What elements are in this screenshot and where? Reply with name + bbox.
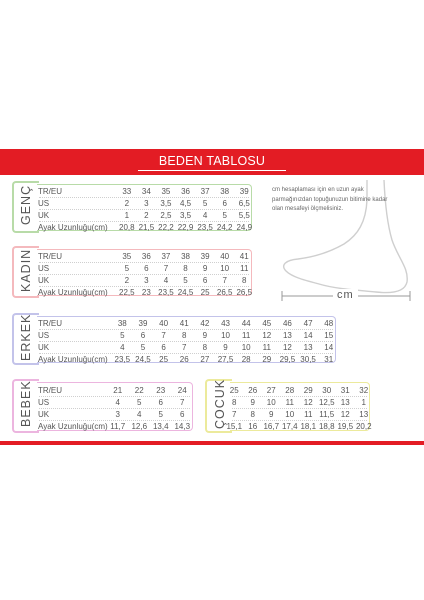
page-title: BEDEN TABLOSU <box>158 154 266 168</box>
table-cell: 5 <box>183 276 188 285</box>
table-cell: 3,5 <box>160 199 172 208</box>
table-row <box>37 251 251 262</box>
table-cell: 14,3 <box>174 422 191 431</box>
table-cell: 16 <box>248 422 258 431</box>
table-cell: 22,2 <box>158 223 174 232</box>
table-cell: 20,8 <box>119 223 135 232</box>
table-cell: 41 <box>179 319 189 328</box>
row-label: Ayak Uzunluğu(cm) <box>38 223 108 232</box>
table-cell: 8 <box>182 331 187 340</box>
table-row <box>37 186 251 197</box>
row-label: UK <box>38 211 50 220</box>
row-label: US <box>38 331 50 340</box>
table-cell: 8 <box>250 410 255 419</box>
row-label: UK <box>38 343 50 352</box>
table-cell: 40 <box>159 319 169 328</box>
row-divider <box>39 408 190 409</box>
table-cell: 10 <box>221 331 230 340</box>
table-cell: 8 <box>202 343 208 352</box>
cocuk-label: ÇOCUK <box>213 378 227 429</box>
row-divider <box>232 408 367 409</box>
table-cell: 22,9 <box>177 223 194 232</box>
table-cell: 21 <box>113 386 123 395</box>
table-cell: 14 <box>324 343 334 352</box>
kadin-table <box>37 249 252 296</box>
table-cell: 34 <box>141 187 151 196</box>
table-cell: 6 <box>202 276 208 285</box>
row-label: Ayak Uzunluğu(cm) <box>38 288 108 297</box>
table-cell: 6,5 <box>238 199 250 208</box>
table-row <box>37 385 192 396</box>
table-cell: 31 <box>324 355 334 364</box>
measurement-note: cm hesaplaması için en uzun ayak parmağınızdan topuğunuzun bitimine kadar olan mesafeyi ölçmelisiniz. <box>272 187 388 212</box>
table-cell: 47 <box>303 319 313 328</box>
title-banner <box>0 149 424 175</box>
table-cell: 11 <box>242 331 251 340</box>
table-cell: 6 <box>222 199 227 208</box>
table-cell: 39 <box>239 187 249 196</box>
genc-table <box>37 184 252 231</box>
row-label: UK <box>38 276 50 285</box>
table-cell: 5 <box>137 398 142 407</box>
table-cell: 30 <box>322 386 332 395</box>
table-cell: 11 <box>304 410 313 419</box>
table-cell: 24,5 <box>177 288 194 297</box>
table-cell: 28 <box>285 386 295 395</box>
table-row <box>37 330 335 341</box>
row-divider <box>232 420 367 421</box>
table-cell: 7 <box>232 410 237 419</box>
table-cell: 25 <box>200 288 210 297</box>
table-cell: 29,5 <box>279 355 296 364</box>
table-cell: 39 <box>200 252 210 261</box>
table-cell: 46 <box>282 319 292 328</box>
table-cell: 43 <box>221 319 230 328</box>
table-cell: 23,5 <box>158 288 174 297</box>
table-cell: 11,7 <box>110 422 126 431</box>
table-cell: 36 <box>141 252 151 261</box>
row-divider <box>39 221 249 222</box>
table-row <box>37 421 192 432</box>
table-cell: 12,5 <box>318 398 335 407</box>
cocuk-table <box>226 382 372 431</box>
table-cell: 33 <box>122 187 132 196</box>
title-underline <box>138 170 286 171</box>
table-row <box>230 397 369 408</box>
table-cell: 24,9 <box>236 223 253 232</box>
table-row <box>37 354 335 365</box>
table-cell: 23,5 <box>114 355 131 364</box>
row-label: US <box>38 398 50 407</box>
table-cell: 6 <box>180 410 185 419</box>
table-cell: 41 <box>239 252 249 261</box>
table-cell: 22,5 <box>119 288 135 297</box>
table-row <box>37 263 251 274</box>
size-table-erkek <box>12 313 337 365</box>
table-row <box>230 409 369 420</box>
table-cell: 32 <box>359 386 369 395</box>
table-cell: 13 <box>282 331 292 340</box>
table-cell: 8 <box>183 264 188 273</box>
measurement-unit-label: cm <box>333 289 358 301</box>
table-cell: 28 <box>241 355 251 364</box>
table-cell: 6 <box>158 398 163 407</box>
table-cell: 11 <box>240 264 249 273</box>
table-cell: 10 <box>285 410 295 419</box>
table-cell: 12,6 <box>131 422 148 431</box>
table-cell: 26,5 <box>236 288 253 297</box>
table-row <box>37 318 335 329</box>
table-cell: 24 <box>177 386 187 395</box>
row-divider <box>39 329 333 330</box>
kadin-tab <box>12 246 39 298</box>
table-cell: 40 <box>220 252 230 261</box>
table-cell: 6 <box>140 331 146 340</box>
table-cell: 38 <box>181 252 190 261</box>
table-cell: 39 <box>138 319 148 328</box>
table-cell: 13,4 <box>152 422 169 431</box>
table-cell: 27 <box>200 355 210 364</box>
table-cell: 12 <box>282 343 292 352</box>
row-label: US <box>38 264 50 273</box>
table-cell: 21,5 <box>138 223 155 232</box>
row-divider <box>39 396 190 397</box>
table-cell: 27 <box>266 386 276 395</box>
table-cell: 14 <box>303 331 313 340</box>
table-cell: 23,5 <box>197 223 213 232</box>
table-cell: 44 <box>241 319 251 328</box>
table-cell: 24,2 <box>216 223 233 232</box>
table-cell: 5 <box>202 199 208 208</box>
row-label: Ayak Uzunluğu(cm) <box>38 422 108 431</box>
row-divider <box>39 209 249 210</box>
row-divider <box>39 262 249 263</box>
table-cell: 38 <box>117 319 127 328</box>
size-table-kadin <box>12 246 252 298</box>
table-cell: 3,5 <box>179 211 192 220</box>
table-cell: 9 <box>269 410 274 419</box>
bebek-label: BEBEK <box>19 380 33 427</box>
table-cell: 5 <box>124 264 130 273</box>
table-cell: 5 <box>222 211 227 220</box>
table-cell: 2 <box>124 199 130 208</box>
table-cell: 10 <box>220 264 230 273</box>
table-cell: 12 <box>340 410 350 419</box>
table-cell: 3 <box>115 410 120 419</box>
row-label: TR/EU <box>38 187 62 196</box>
table-cell: 1 <box>361 398 366 407</box>
table-cell: 25 <box>229 386 239 395</box>
row-divider <box>39 286 249 287</box>
table-cell: 24,5 <box>135 355 151 364</box>
row-divider <box>39 274 249 275</box>
table-cell: 27,5 <box>217 355 234 364</box>
table-row <box>37 409 192 420</box>
table-cell: 13 <box>303 343 313 352</box>
row-divider <box>39 353 333 354</box>
table-cell: 9 <box>202 331 208 340</box>
table-cell: 25 <box>159 355 169 364</box>
table-cell: 5 <box>140 343 146 352</box>
table-cell: 18,1 <box>300 422 317 431</box>
table-cell: 23 <box>156 386 166 395</box>
table-cell: 38 <box>220 187 230 196</box>
table-cell: 15 <box>324 331 334 340</box>
table-cell: 4 <box>120 343 125 352</box>
table-cell: 26 <box>179 355 189 364</box>
erkek-table <box>37 316 336 363</box>
table-cell: 9 <box>250 398 255 407</box>
table-cell: 37 <box>161 252 171 261</box>
table-cell: 7 <box>222 276 227 285</box>
row-label: TR/EU <box>38 319 62 328</box>
kadin-label: KADIN <box>19 248 33 292</box>
table-cell: 12 <box>303 398 313 407</box>
table-cell: 7 <box>180 398 185 407</box>
table-row <box>226 421 372 432</box>
table-row <box>37 342 335 353</box>
table-cell: 42 <box>200 319 210 328</box>
row-divider <box>39 197 249 198</box>
table-cell: 29 <box>303 386 313 395</box>
table-cell: 31 <box>340 386 350 395</box>
table-cell: 4 <box>115 398 120 407</box>
row-divider <box>39 341 333 342</box>
table-row <box>37 397 192 408</box>
erkek-tab <box>12 313 39 365</box>
size-table-genc <box>12 181 252 233</box>
table-row <box>37 287 251 298</box>
table-cell: 19,5 <box>337 422 354 431</box>
table-cell: 11 <box>262 343 271 352</box>
table-cell: 2 <box>144 211 149 220</box>
table-cell: 7 <box>182 343 187 352</box>
table-row <box>37 198 251 209</box>
table-cell: 20,2 <box>355 422 372 431</box>
table-cell: 2,5 <box>160 211 172 220</box>
table-row <box>37 222 251 233</box>
genc-tab <box>12 181 39 233</box>
table-cell: 48 <box>324 319 334 328</box>
table-cell: 11,5 <box>319 410 335 419</box>
table-cell: 4 <box>163 276 169 285</box>
table-cell: 45 <box>262 319 272 328</box>
row-divider <box>39 420 190 421</box>
table-cell: 9 <box>223 343 228 352</box>
table-row <box>37 210 251 221</box>
table-cell: 8 <box>232 398 237 407</box>
table-cell: 6 <box>161 343 166 352</box>
table-cell: 10 <box>241 343 251 352</box>
table-cell: 3 <box>144 199 149 208</box>
table-cell: 35 <box>122 252 132 261</box>
table-cell: 4 <box>202 211 208 220</box>
bottom-divider <box>0 441 424 445</box>
table-cell: 36 <box>181 187 190 196</box>
row-label: US <box>38 199 50 208</box>
table-cell: 35 <box>161 187 171 196</box>
table-row <box>37 275 251 286</box>
bebek-tab <box>12 379 39 433</box>
table-cell: 5 <box>158 410 163 419</box>
bebek-table <box>37 382 193 431</box>
table-cell: 16,7 <box>263 422 280 431</box>
size-table-bebek <box>12 379 194 431</box>
table-cell: 1 <box>124 211 130 220</box>
table-cell: 23 <box>141 288 151 297</box>
table-cell: 29 <box>262 355 272 364</box>
table-cell: 2 <box>124 276 130 285</box>
table-cell: 26,5 <box>216 288 233 297</box>
table-cell: 17,4 <box>281 422 298 431</box>
table-cell: 30,5 <box>300 355 316 364</box>
table-cell: 10 <box>266 398 276 407</box>
table-cell: 5,5 <box>238 211 250 220</box>
row-label: TR/EU <box>38 386 62 395</box>
table-cell: 4,5 <box>179 199 192 208</box>
table-cell: 11 <box>285 398 294 407</box>
table-cell: 7 <box>163 264 169 273</box>
size-table-cocuk <box>205 379 371 431</box>
table-cell: 9 <box>202 264 208 273</box>
row-label: TR/EU <box>38 252 62 261</box>
table-cell: 22 <box>134 386 144 395</box>
table-cell: 18,8 <box>318 422 335 431</box>
table-cell: 13 <box>359 410 369 419</box>
table-cell: 26 <box>248 386 258 395</box>
table-cell: 37 <box>200 187 210 196</box>
table-cell: 3 <box>144 276 149 285</box>
table-cell: 13 <box>340 398 350 407</box>
row-label: Ayak Uzunluğu(cm) <box>38 355 108 364</box>
genc-label: GENÇ <box>19 184 33 225</box>
table-cell: 5 <box>120 331 125 340</box>
table-cell: 6 <box>144 264 149 273</box>
row-divider <box>232 396 367 397</box>
table-cell: 7 <box>161 331 166 340</box>
table-cell: 8 <box>242 276 247 285</box>
table-cell: 4 <box>137 410 142 419</box>
table-row <box>230 385 369 396</box>
table-cell: 15,1 <box>226 422 243 431</box>
erkek-label: ERKEK <box>19 313 33 361</box>
row-label: UK <box>38 410 50 419</box>
table-cell: 12 <box>262 331 272 340</box>
